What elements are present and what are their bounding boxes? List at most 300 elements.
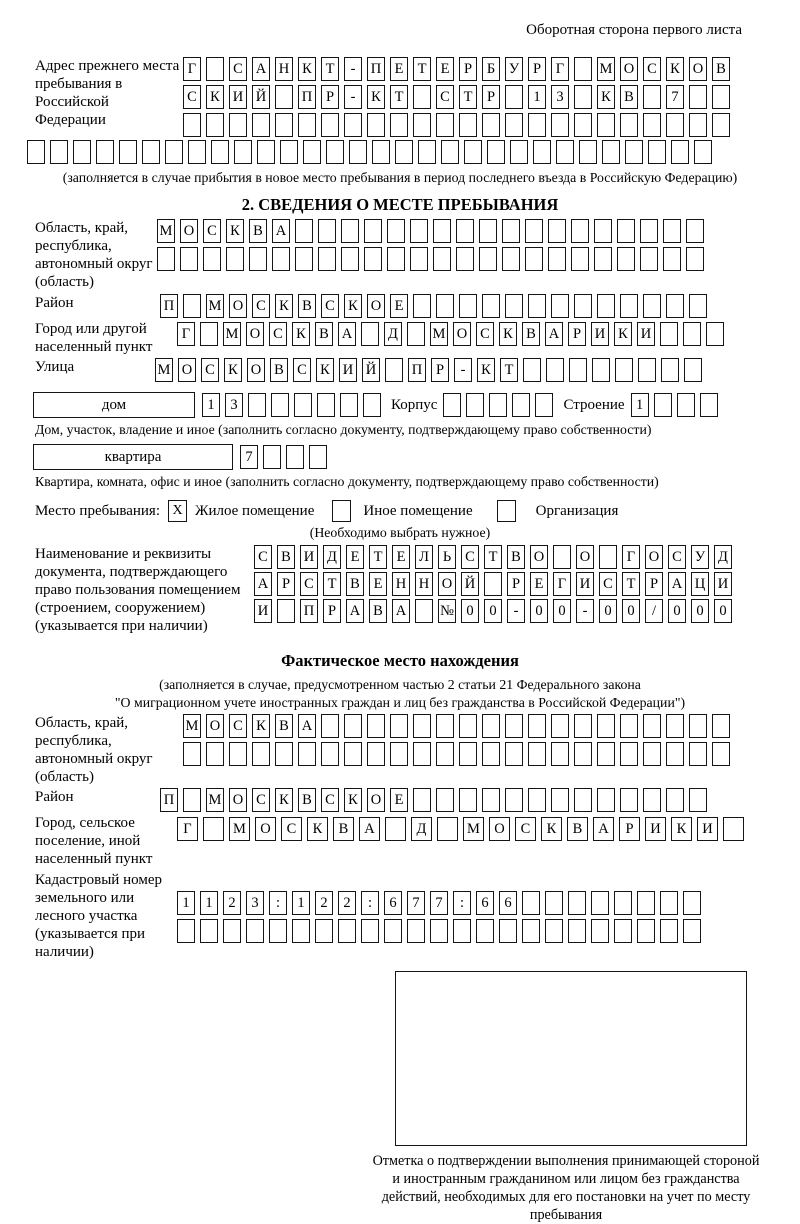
char-cell[interactable]: К xyxy=(275,294,293,318)
char-cell[interactable] xyxy=(344,742,362,766)
char-cell[interactable] xyxy=(272,247,290,271)
char-cell[interactable]: И xyxy=(591,322,609,346)
char-cell[interactable]: С xyxy=(436,85,454,109)
char-cell[interactable]: К xyxy=(666,57,684,81)
char-cell[interactable]: К xyxy=(252,714,270,738)
char-cell[interactable] xyxy=(614,891,632,915)
char-cell[interactable] xyxy=(694,140,712,164)
char-cell[interactable] xyxy=(275,85,293,109)
char-cell[interactable]: С xyxy=(515,817,536,841)
char-cell[interactable]: И xyxy=(645,817,666,841)
char-cell[interactable] xyxy=(165,140,183,164)
char-cell[interactable] xyxy=(295,247,313,271)
char-cell[interactable]: 1 xyxy=(202,393,220,417)
char-cell[interactable]: М xyxy=(183,714,201,738)
char-cell[interactable]: Р xyxy=(277,572,295,596)
char-cell[interactable] xyxy=(223,919,241,943)
char-cell[interactable]: М xyxy=(157,219,175,243)
char-cell[interactable]: С xyxy=(321,788,339,812)
char-cell[interactable] xyxy=(96,140,114,164)
char-cell[interactable] xyxy=(390,113,408,137)
char-cell[interactable] xyxy=(364,219,382,243)
char-cell[interactable]: Й xyxy=(362,358,380,382)
char-cell[interactable] xyxy=(363,393,381,417)
char-cell[interactable]: 1 xyxy=(292,891,310,915)
char-cell[interactable] xyxy=(661,358,679,382)
char-cell[interactable]: В xyxy=(567,817,588,841)
char-cell[interactable] xyxy=(525,247,543,271)
char-cell[interactable] xyxy=(286,445,304,469)
char-cell[interactable]: № xyxy=(438,599,456,623)
char-cell[interactable]: Д xyxy=(411,817,432,841)
char-cell[interactable] xyxy=(545,891,563,915)
char-cell[interactable]: 0 xyxy=(461,599,479,623)
char-cell[interactable]: С xyxy=(281,817,302,841)
char-cell[interactable]: С xyxy=(668,545,686,569)
char-cell[interactable]: 6 xyxy=(476,891,494,915)
char-cell[interactable]: Г xyxy=(177,322,195,346)
char-cell[interactable] xyxy=(663,247,681,271)
char-cell[interactable]: Б xyxy=(482,57,500,81)
char-cell[interactable]: Е xyxy=(436,57,454,81)
char-cell[interactable] xyxy=(574,57,592,81)
char-cell[interactable]: О xyxy=(246,322,264,346)
char-cell[interactable]: О xyxy=(229,788,247,812)
char-cell[interactable] xyxy=(275,113,293,137)
char-cell[interactable] xyxy=(203,817,224,841)
char-cell[interactable]: О xyxy=(576,545,594,569)
char-cell[interactable] xyxy=(505,742,523,766)
char-cell[interactable] xyxy=(413,85,431,109)
char-cell[interactable]: Т xyxy=(622,572,640,596)
char-cell[interactable] xyxy=(341,247,359,271)
char-cell[interactable] xyxy=(309,445,327,469)
char-cell[interactable] xyxy=(637,919,655,943)
char-cell[interactable]: И xyxy=(714,572,732,596)
char-cell[interactable]: И xyxy=(300,545,318,569)
char-cell[interactable] xyxy=(686,219,704,243)
char-cell[interactable]: 2 xyxy=(338,891,356,915)
char-cell[interactable]: С xyxy=(254,545,272,569)
char-cell[interactable] xyxy=(203,247,221,271)
char-cell[interactable]: М xyxy=(463,817,484,841)
char-cell[interactable] xyxy=(437,817,458,841)
char-cell[interactable]: Р xyxy=(431,358,449,382)
char-cell[interactable] xyxy=(459,788,477,812)
char-cell[interactable]: Р xyxy=(459,57,477,81)
char-cell[interactable] xyxy=(292,919,310,943)
char-cell[interactable]: А xyxy=(298,714,316,738)
char-cell[interactable] xyxy=(415,599,433,623)
char-cell[interactable]: 0 xyxy=(622,599,640,623)
char-cell[interactable] xyxy=(643,714,661,738)
char-cell[interactable]: Т xyxy=(413,57,431,81)
checkbox-organization[interactable] xyxy=(497,500,516,522)
char-cell[interactable] xyxy=(387,247,405,271)
char-cell[interactable] xyxy=(183,742,201,766)
char-cell[interactable]: А xyxy=(392,599,410,623)
char-cell[interactable] xyxy=(666,788,684,812)
char-cell[interactable]: Н xyxy=(392,572,410,596)
char-cell[interactable] xyxy=(551,294,569,318)
char-cell[interactable] xyxy=(229,742,247,766)
char-cell[interactable]: О xyxy=(367,294,385,318)
char-cell[interactable]: К xyxy=(597,85,615,109)
char-cell[interactable] xyxy=(430,919,448,943)
char-cell[interactable] xyxy=(689,714,707,738)
char-cell[interactable]: А xyxy=(346,599,364,623)
char-cell[interactable] xyxy=(234,140,252,164)
char-cell[interactable] xyxy=(666,714,684,738)
char-cell[interactable] xyxy=(677,393,695,417)
char-cell[interactable]: К xyxy=(344,788,362,812)
char-cell[interactable] xyxy=(712,742,730,766)
char-cell[interactable]: О xyxy=(689,57,707,81)
char-cell[interactable] xyxy=(545,919,563,943)
char-cell[interactable] xyxy=(499,919,517,943)
char-cell[interactable] xyxy=(523,358,541,382)
char-cell[interactable]: П xyxy=(298,85,316,109)
char-cell[interactable]: 2 xyxy=(315,891,333,915)
char-cell[interactable] xyxy=(502,219,520,243)
char-cell[interactable] xyxy=(387,219,405,243)
char-cell[interactable]: В xyxy=(346,572,364,596)
char-cell[interactable] xyxy=(384,919,402,943)
char-cell[interactable] xyxy=(257,140,275,164)
char-cell[interactable]: С xyxy=(183,85,201,109)
char-cell[interactable]: Т xyxy=(369,545,387,569)
char-cell[interactable] xyxy=(246,919,264,943)
char-cell[interactable]: 2 xyxy=(223,891,241,915)
char-cell[interactable] xyxy=(568,919,586,943)
char-cell[interactable]: Т xyxy=(390,85,408,109)
char-cell[interactable]: 0 xyxy=(599,599,617,623)
char-cell[interactable] xyxy=(183,788,201,812)
char-cell[interactable] xyxy=(271,393,289,417)
char-cell[interactable] xyxy=(482,113,500,137)
char-cell[interactable] xyxy=(671,140,689,164)
char-cell[interactable]: К xyxy=(292,322,310,346)
char-cell[interactable] xyxy=(528,742,546,766)
char-cell[interactable]: С xyxy=(201,358,219,382)
char-cell[interactable]: П xyxy=(367,57,385,81)
char-cell[interactable]: К xyxy=(499,322,517,346)
char-cell[interactable]: М xyxy=(229,817,250,841)
char-cell[interactable] xyxy=(385,358,403,382)
char-cell[interactable] xyxy=(510,140,528,164)
char-cell[interactable] xyxy=(574,742,592,766)
char-cell[interactable]: Т xyxy=(459,85,477,109)
char-cell[interactable]: Р xyxy=(528,57,546,81)
char-cell[interactable] xyxy=(277,599,295,623)
char-cell[interactable] xyxy=(597,294,615,318)
char-cell[interactable] xyxy=(487,140,505,164)
char-cell[interactable] xyxy=(617,247,635,271)
char-cell[interactable]: В xyxy=(315,322,333,346)
char-cell[interactable]: К xyxy=(671,817,692,841)
char-cell[interactable]: В xyxy=(333,817,354,841)
char-cell[interactable] xyxy=(248,393,266,417)
char-cell[interactable]: 3 xyxy=(246,891,264,915)
char-cell[interactable]: К xyxy=(307,817,328,841)
char-cell[interactable] xyxy=(620,714,638,738)
char-cell[interactable] xyxy=(625,140,643,164)
char-cell[interactable] xyxy=(142,140,160,164)
char-cell[interactable]: В xyxy=(369,599,387,623)
char-cell[interactable]: У xyxy=(691,545,709,569)
char-cell[interactable]: Е xyxy=(392,545,410,569)
char-cell[interactable] xyxy=(660,919,678,943)
char-cell[interactable]: Г xyxy=(551,57,569,81)
char-cell[interactable] xyxy=(615,358,633,382)
char-cell[interactable] xyxy=(229,113,247,137)
char-cell[interactable] xyxy=(188,140,206,164)
char-cell[interactable]: 1 xyxy=(200,891,218,915)
char-cell[interactable]: К xyxy=(367,85,385,109)
char-cell[interactable] xyxy=(180,247,198,271)
char-cell[interactable]: 0 xyxy=(553,599,571,623)
char-cell[interactable] xyxy=(482,788,500,812)
char-cell[interactable] xyxy=(206,742,224,766)
char-cell[interactable]: Л xyxy=(415,545,433,569)
char-cell[interactable] xyxy=(686,247,704,271)
char-cell[interactable]: П xyxy=(160,294,178,318)
char-cell[interactable]: Р xyxy=(482,85,500,109)
char-cell[interactable]: И xyxy=(637,322,655,346)
char-cell[interactable]: А xyxy=(593,817,614,841)
char-cell[interactable] xyxy=(459,742,477,766)
char-cell[interactable]: С xyxy=(229,57,247,81)
char-cell[interactable]: 1 xyxy=(631,393,649,417)
char-cell[interactable]: А xyxy=(252,57,270,81)
char-cell[interactable]: / xyxy=(645,599,663,623)
char-cell[interactable] xyxy=(436,714,454,738)
char-cell[interactable] xyxy=(340,393,358,417)
char-cell[interactable]: К xyxy=(541,817,562,841)
char-cell[interactable] xyxy=(433,247,451,271)
char-cell[interactable] xyxy=(528,294,546,318)
char-cell[interactable] xyxy=(280,140,298,164)
char-cell[interactable]: - xyxy=(344,85,362,109)
char-cell[interactable]: О xyxy=(255,817,276,841)
char-cell[interactable] xyxy=(548,247,566,271)
char-cell[interactable] xyxy=(294,393,312,417)
char-cell[interactable] xyxy=(648,140,666,164)
char-cell[interactable]: Р xyxy=(619,817,640,841)
char-cell[interactable]: - xyxy=(344,57,362,81)
char-cell[interactable] xyxy=(638,358,656,382)
char-cell[interactable] xyxy=(349,140,367,164)
char-cell[interactable]: М xyxy=(206,294,224,318)
char-cell[interactable]: М xyxy=(597,57,615,81)
char-cell[interactable] xyxy=(341,219,359,243)
char-cell[interactable] xyxy=(367,714,385,738)
char-cell[interactable] xyxy=(602,140,620,164)
char-cell[interactable] xyxy=(579,140,597,164)
char-cell[interactable]: Т xyxy=(500,358,518,382)
char-cell[interactable] xyxy=(436,294,454,318)
char-cell[interactable] xyxy=(505,113,523,137)
char-cell[interactable]: К xyxy=(614,322,632,346)
char-cell[interactable] xyxy=(505,85,523,109)
char-cell[interactable] xyxy=(592,358,610,382)
char-cell[interactable] xyxy=(548,219,566,243)
char-cell[interactable] xyxy=(571,219,589,243)
char-cell[interactable]: М xyxy=(155,358,173,382)
char-cell[interactable] xyxy=(476,919,494,943)
char-cell[interactable]: Е xyxy=(390,294,408,318)
char-cell[interactable]: П xyxy=(160,788,178,812)
char-cell[interactable] xyxy=(206,113,224,137)
char-cell[interactable]: : xyxy=(361,891,379,915)
char-cell[interactable] xyxy=(321,113,339,137)
char-cell[interactable] xyxy=(643,85,661,109)
char-cell[interactable]: Р xyxy=(568,322,586,346)
char-cell[interactable] xyxy=(413,113,431,137)
char-cell[interactable]: 3 xyxy=(225,393,243,417)
char-cell[interactable]: В xyxy=(270,358,288,382)
char-cell[interactable]: И xyxy=(254,599,272,623)
char-cell[interactable] xyxy=(413,788,431,812)
char-cell[interactable] xyxy=(367,742,385,766)
char-cell[interactable]: С xyxy=(252,788,270,812)
char-cell[interactable]: Т xyxy=(484,545,502,569)
char-cell[interactable] xyxy=(594,247,612,271)
char-cell[interactable]: 1 xyxy=(528,85,546,109)
char-cell[interactable] xyxy=(528,113,546,137)
char-cell[interactable]: Н xyxy=(275,57,293,81)
char-cell[interactable] xyxy=(712,113,730,137)
char-cell[interactable]: Д xyxy=(384,322,402,346)
char-cell[interactable]: Й xyxy=(461,572,479,596)
char-cell[interactable]: 0 xyxy=(530,599,548,623)
char-cell[interactable] xyxy=(395,140,413,164)
char-cell[interactable]: О xyxy=(247,358,265,382)
char-cell[interactable] xyxy=(364,247,382,271)
char-cell[interactable]: Т xyxy=(323,572,341,596)
char-cell[interactable] xyxy=(315,919,333,943)
char-cell[interactable]: А xyxy=(338,322,356,346)
char-cell[interactable]: С xyxy=(643,57,661,81)
char-cell[interactable] xyxy=(689,788,707,812)
char-cell[interactable] xyxy=(700,393,718,417)
char-cell[interactable]: Н xyxy=(415,572,433,596)
char-cell[interactable] xyxy=(410,247,428,271)
char-cell[interactable] xyxy=(574,788,592,812)
char-cell[interactable] xyxy=(211,140,229,164)
char-cell[interactable]: Р xyxy=(645,572,663,596)
char-cell[interactable]: Г xyxy=(622,545,640,569)
char-cell[interactable] xyxy=(418,140,436,164)
char-cell[interactable]: 7 xyxy=(407,891,425,915)
char-cell[interactable] xyxy=(459,294,477,318)
char-cell[interactable] xyxy=(683,322,701,346)
char-cell[interactable]: К xyxy=(206,85,224,109)
char-cell[interactable]: А xyxy=(254,572,272,596)
char-cell[interactable] xyxy=(643,294,661,318)
char-cell[interactable]: С xyxy=(599,572,617,596)
char-cell[interactable] xyxy=(183,113,201,137)
char-cell[interactable]: Г xyxy=(183,57,201,81)
char-cell[interactable]: С xyxy=(293,358,311,382)
char-cell[interactable] xyxy=(546,358,564,382)
char-cell[interactable] xyxy=(482,742,500,766)
char-cell[interactable]: О xyxy=(206,714,224,738)
char-cell[interactable] xyxy=(466,393,484,417)
char-cell[interactable]: О xyxy=(453,322,471,346)
char-cell[interactable] xyxy=(413,294,431,318)
char-cell[interactable] xyxy=(620,788,638,812)
char-cell[interactable] xyxy=(390,742,408,766)
char-cell[interactable]: В xyxy=(298,294,316,318)
char-cell[interactable] xyxy=(597,113,615,137)
char-cell[interactable] xyxy=(525,219,543,243)
char-cell[interactable] xyxy=(249,247,267,271)
char-cell[interactable] xyxy=(413,742,431,766)
char-cell[interactable]: Г xyxy=(553,572,571,596)
char-cell[interactable]: - xyxy=(507,599,525,623)
char-cell[interactable] xyxy=(50,140,68,164)
char-cell[interactable] xyxy=(436,788,454,812)
char-cell[interactable]: 7 xyxy=(240,445,258,469)
char-cell[interactable] xyxy=(643,742,661,766)
char-cell[interactable] xyxy=(367,113,385,137)
char-cell[interactable] xyxy=(252,742,270,766)
char-cell[interactable]: И xyxy=(339,358,357,382)
char-cell[interactable]: К xyxy=(298,57,316,81)
char-cell[interactable]: 6 xyxy=(499,891,517,915)
char-cell[interactable] xyxy=(484,572,502,596)
char-cell[interactable]: 0 xyxy=(484,599,502,623)
char-cell[interactable] xyxy=(200,919,218,943)
checkbox-other-premises[interactable] xyxy=(332,500,351,522)
char-cell[interactable]: К xyxy=(224,358,242,382)
char-cell[interactable] xyxy=(252,113,270,137)
char-cell[interactable] xyxy=(344,113,362,137)
char-cell[interactable]: К xyxy=(226,219,244,243)
char-cell[interactable] xyxy=(456,247,474,271)
char-cell[interactable] xyxy=(569,358,587,382)
char-cell[interactable] xyxy=(27,140,45,164)
char-cell[interactable] xyxy=(407,322,425,346)
char-cell[interactable]: С xyxy=(476,322,494,346)
char-cell[interactable] xyxy=(551,788,569,812)
char-cell[interactable]: 7 xyxy=(666,85,684,109)
char-cell[interactable]: С xyxy=(461,545,479,569)
char-cell[interactable]: О xyxy=(620,57,638,81)
char-cell[interactable] xyxy=(723,817,744,841)
char-cell[interactable] xyxy=(637,891,655,915)
char-cell[interactable] xyxy=(119,140,137,164)
char-cell[interactable] xyxy=(505,788,523,812)
char-cell[interactable] xyxy=(712,85,730,109)
char-cell[interactable] xyxy=(321,714,339,738)
char-cell[interactable] xyxy=(502,247,520,271)
char-cell[interactable]: В xyxy=(298,788,316,812)
char-cell[interactable]: Р xyxy=(507,572,525,596)
char-cell[interactable]: К xyxy=(477,358,495,382)
char-cell[interactable]: А xyxy=(272,219,290,243)
char-cell[interactable]: В xyxy=(522,322,540,346)
char-cell[interactable] xyxy=(666,294,684,318)
char-cell[interactable]: 7 xyxy=(430,891,448,915)
char-cell[interactable]: О xyxy=(530,545,548,569)
char-cell[interactable]: А xyxy=(668,572,686,596)
char-cell[interactable]: С xyxy=(229,714,247,738)
char-cell[interactable] xyxy=(453,919,471,943)
char-cell[interactable] xyxy=(522,891,540,915)
char-cell[interactable] xyxy=(303,140,321,164)
